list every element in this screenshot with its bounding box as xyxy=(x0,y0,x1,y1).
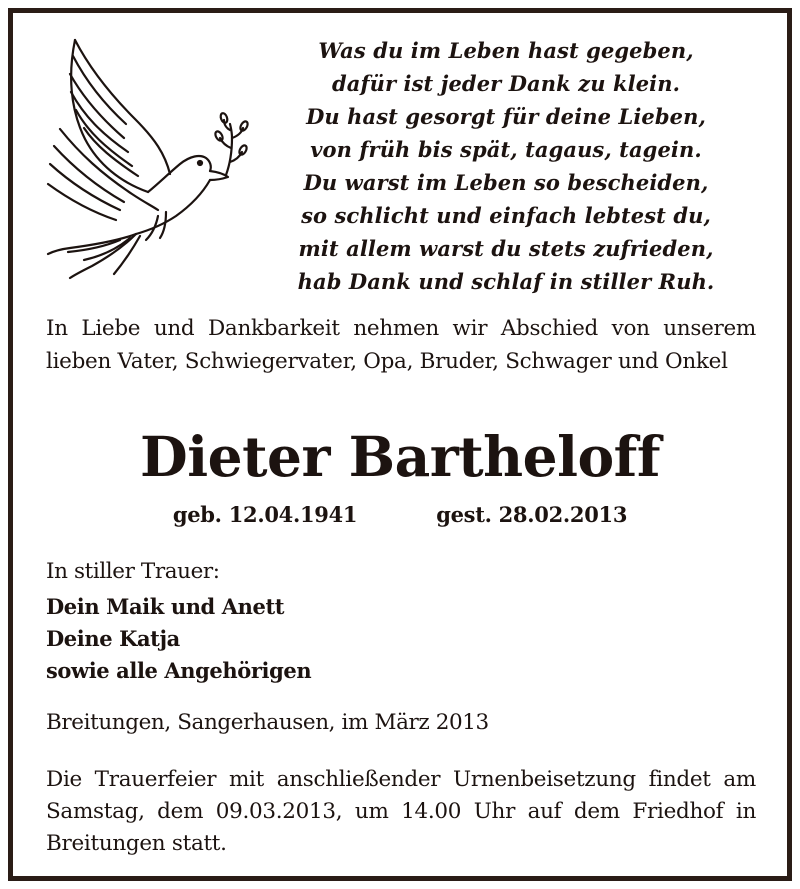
mourner-line: Dein Maik und Anett xyxy=(46,594,285,619)
dove-icon xyxy=(40,34,250,286)
place-and-date: Breitungen, Sangerhausen, im März 2013 xyxy=(46,710,489,735)
farewell-intro: In Liebe und Dankbarkeit nehmen wir Abschied von unserem lieben Vater, Schwiegervater, Opa, Bruder, Schwager und Onkel xyxy=(46,316,756,374)
deceased-name: Dieter Bartheloff xyxy=(140,424,660,489)
mourner-line: sowie alle Angehörigen xyxy=(46,658,312,683)
poem-line: mit allem warst du stets zufrieden, xyxy=(298,236,714,261)
poem-line: dafür ist jeder Dank zu klein. xyxy=(331,71,681,96)
mourners-list xyxy=(46,591,311,687)
ceremony-notice: Die Trauerfeier mit anschließender Urnenbeisetzung findet am Samstag, dem 09.03.2013, um 14.00 Uhr auf dem Friedhof in Breitungen statt. xyxy=(46,767,756,856)
mourner-line: Deine Katja xyxy=(46,626,180,651)
poem-line: Du hast gesorgt für deine Lieben, xyxy=(306,104,706,129)
birth-date: geb. 12.04.1941 xyxy=(172,502,358,527)
poem-line: Du warst im Leben so bescheiden, xyxy=(303,170,709,195)
death-date: gest. 28.02.2013 xyxy=(436,502,628,527)
poem xyxy=(255,34,757,298)
poem-line: so schlicht und einfach lebtest du, xyxy=(301,203,711,228)
life-dates xyxy=(0,500,800,530)
mourning-intro: In stiller Trauer: xyxy=(46,559,220,584)
poem-line: Was du im Leben hast gegeben, xyxy=(318,38,694,63)
poem-line: hab Dank und schlaf in stiller Ruh. xyxy=(297,269,715,294)
poem-line: von früh bis spät, tagaus, tagein. xyxy=(310,137,702,162)
